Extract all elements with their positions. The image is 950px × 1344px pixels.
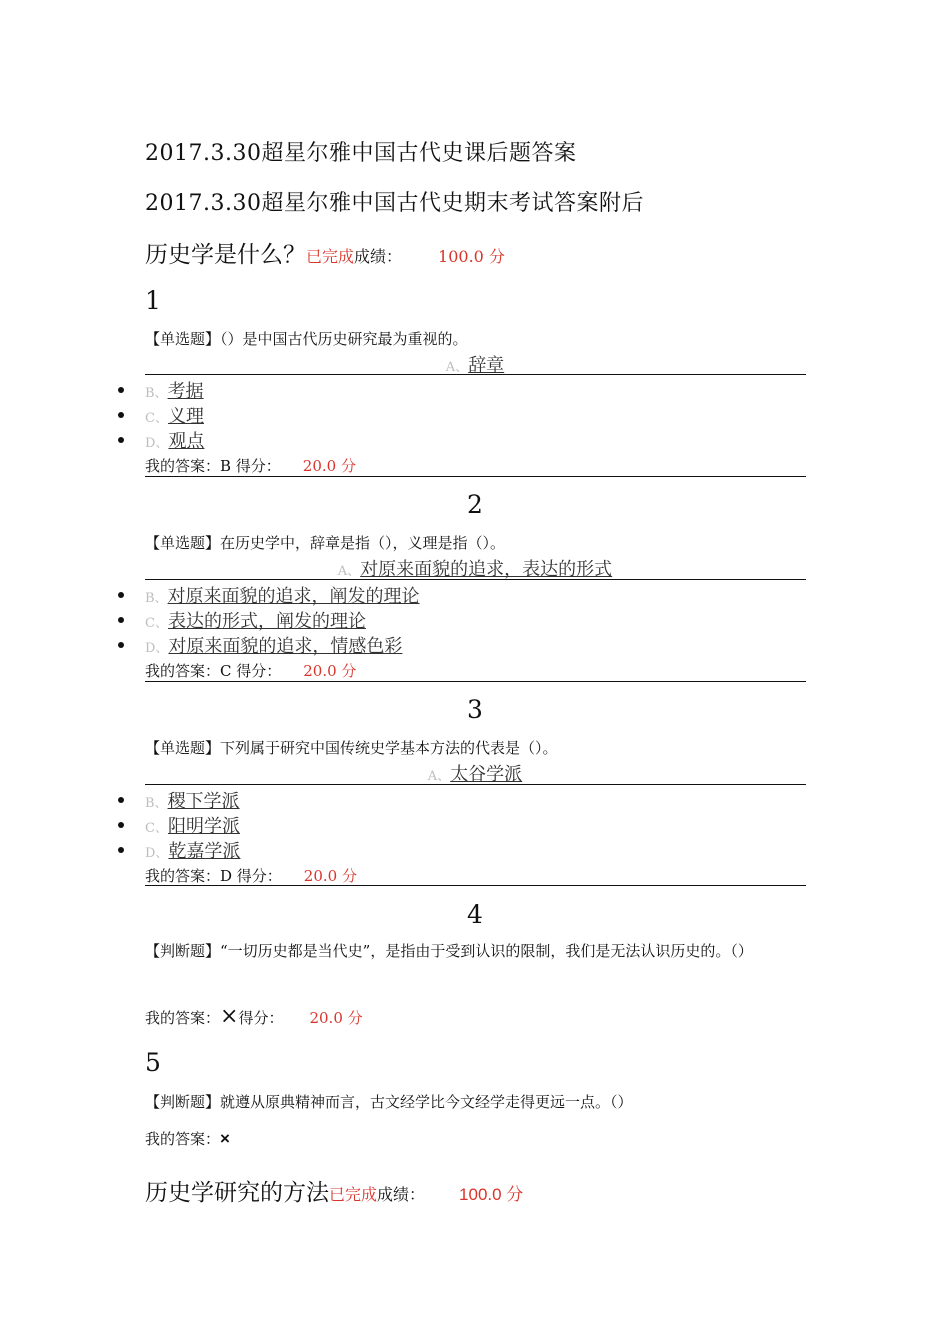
answer-score: 20.0 分 bbox=[303, 662, 357, 680]
question-text: 【单选题】（）是中国古代历史研究最为重视的。 bbox=[145, 330, 468, 348]
option-d[interactable] bbox=[145, 837, 240, 863]
bullet-icon bbox=[118, 592, 124, 598]
divider bbox=[145, 374, 806, 375]
question-text: 【判断题】“一切历史都是当代史”，是指由于受到认识的限制，我们是无法认识历史的。（） bbox=[145, 942, 753, 960]
option-letter: A、 bbox=[445, 360, 469, 375]
option-d[interactable] bbox=[145, 427, 204, 453]
option-text: 对原来面貌的追求，情感色彩 bbox=[168, 636, 403, 657]
divider bbox=[145, 476, 806, 477]
option-letter: D、 bbox=[145, 846, 169, 861]
option-b[interactable] bbox=[145, 582, 420, 608]
question-text: 【单选题】下列属于研究中国传统史学基本方法的代表是（）。 bbox=[145, 739, 558, 757]
option-c[interactable] bbox=[145, 812, 240, 838]
option-text: 对原来面貌的追求，阐发的理论 bbox=[167, 586, 420, 607]
bullet-icon bbox=[118, 797, 124, 803]
option-text: 观点 bbox=[168, 431, 205, 452]
option-letter: B、 bbox=[145, 796, 168, 811]
bullet-icon bbox=[118, 617, 124, 623]
question-number: 1 bbox=[145, 286, 161, 315]
option-letter: B、 bbox=[145, 386, 168, 401]
answer-label: 我的答案： bbox=[145, 1009, 221, 1027]
option-text: 考据 bbox=[167, 381, 204, 402]
doc-title-1: 2017.3.30超星尔雅中国古代史课后题答案 bbox=[145, 141, 577, 166]
section-score: 100.0 分 bbox=[438, 247, 505, 266]
bullet-icon bbox=[118, 847, 124, 853]
question-text: 【单选题】在历史学中，辞章是指（），义理是指（）。 bbox=[145, 534, 506, 552]
bullet-icon bbox=[118, 412, 124, 418]
bullet-icon bbox=[118, 822, 124, 828]
option-letter: D、 bbox=[145, 436, 169, 451]
option-a[interactable] bbox=[145, 555, 805, 581]
divider bbox=[145, 579, 806, 580]
question-number: 5 bbox=[145, 1048, 161, 1077]
question-text: 【判断题】就遵从原典精神而言，古文经学比今文经学走得更远一点。（） bbox=[145, 1093, 633, 1111]
option-d[interactable] bbox=[145, 632, 402, 658]
divider bbox=[145, 681, 806, 682]
doc-title-2: 2017.3.30超星尔雅中国古代史期末考试答案附后 bbox=[145, 191, 644, 216]
option-text: 乾嘉学派 bbox=[168, 841, 241, 862]
option-a[interactable] bbox=[145, 760, 805, 786]
option-letter: C、 bbox=[145, 411, 168, 426]
my-answer bbox=[145, 1004, 363, 1029]
divider bbox=[145, 784, 806, 785]
answer-score: 20.0 分 bbox=[303, 867, 357, 885]
divider bbox=[145, 885, 806, 886]
option-text: 辞章 bbox=[468, 355, 505, 376]
option-c[interactable] bbox=[145, 402, 204, 428]
section-name: 历史学研究的方法 bbox=[145, 1180, 329, 1206]
bullet-icon bbox=[118, 387, 124, 393]
option-letter: D、 bbox=[145, 641, 169, 656]
answer-score: 20.0 分 bbox=[302, 457, 356, 475]
section-status: 已完成 bbox=[306, 247, 355, 266]
option-text: 表达的形式，阐发的理论 bbox=[167, 611, 366, 632]
answer-score: 20.0 分 bbox=[309, 1009, 363, 1027]
section-header bbox=[145, 1174, 523, 1207]
answer-text: 我的答案：B 得分： bbox=[145, 457, 281, 475]
cross-icon: × bbox=[220, 1129, 230, 1148]
option-letter: A、 bbox=[427, 769, 451, 784]
answer-text: 我的答案：D 得分： bbox=[145, 867, 282, 885]
option-text: 阳明学派 bbox=[167, 816, 240, 837]
option-letter: C、 bbox=[145, 616, 168, 631]
option-letter: B、 bbox=[145, 591, 168, 606]
my-answer bbox=[145, 865, 357, 886]
option-letter: C、 bbox=[145, 821, 168, 836]
answer-text: 我的答案：C 得分： bbox=[145, 662, 282, 680]
question-number: 2 bbox=[467, 490, 483, 519]
section-header bbox=[145, 236, 505, 269]
question-number: 4 bbox=[467, 900, 483, 929]
option-text: 义理 bbox=[167, 406, 204, 427]
section-status: 已完成 bbox=[329, 1185, 378, 1204]
bullet-icon bbox=[118, 437, 124, 443]
question-number: 3 bbox=[467, 695, 483, 724]
section-score-label: 成绩： bbox=[377, 1185, 426, 1204]
my-answer bbox=[145, 1128, 230, 1149]
bullet-icon bbox=[118, 642, 124, 648]
option-c[interactable] bbox=[145, 607, 366, 633]
section-score: 100.0 分 bbox=[459, 1185, 524, 1204]
cross-icon: × bbox=[220, 1004, 239, 1029]
answer-label: 我的答案： bbox=[145, 1130, 221, 1148]
option-text: 太谷学派 bbox=[450, 764, 523, 785]
option-text: 对原来面貌的追求，表达的形式 bbox=[360, 559, 613, 580]
score-label: 得分： bbox=[238, 1009, 284, 1027]
section-name: 历史学是什么？ bbox=[145, 242, 306, 268]
option-b[interactable] bbox=[145, 377, 204, 403]
option-text: 稷下学派 bbox=[167, 791, 240, 812]
my-answer bbox=[145, 660, 356, 681]
section-score-label: 成绩： bbox=[354, 247, 403, 266]
option-b[interactable] bbox=[145, 787, 240, 813]
option-letter: A、 bbox=[337, 564, 361, 579]
my-answer bbox=[145, 455, 356, 476]
